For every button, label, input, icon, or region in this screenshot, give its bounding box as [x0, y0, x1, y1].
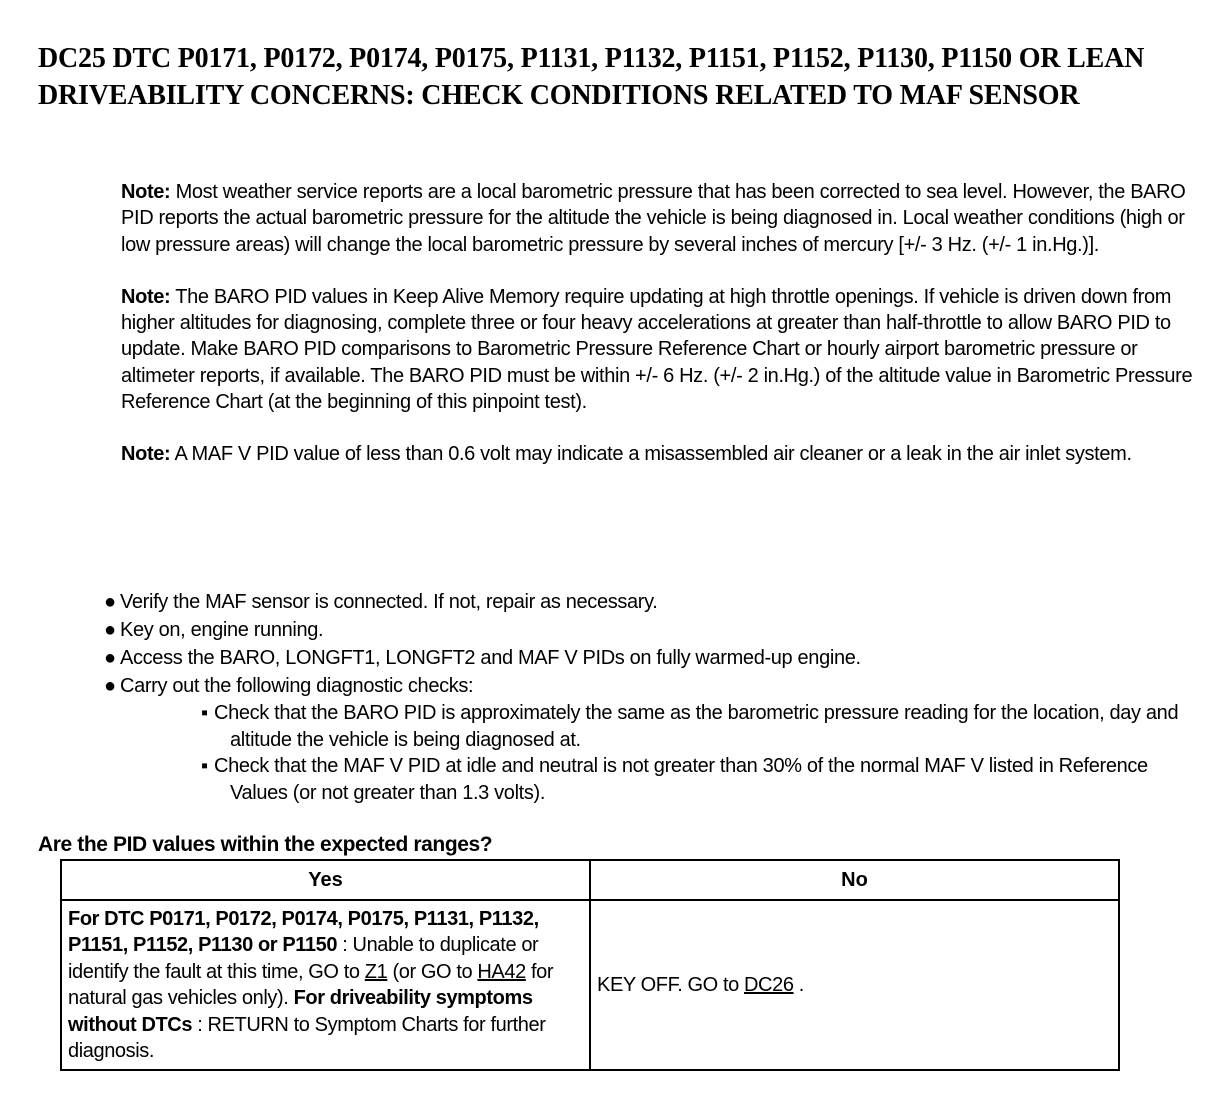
step-text: Carry out the following diagnostic checks: — [120, 675, 474, 697]
yes-cell — [61, 900, 590, 1070]
dtc-list-intro: For DTC P0171, P0172, P0174, P0175, P1131, P1132, P1151, P1152, P1130 or P1150 — [68, 907, 539, 956]
note-text: Most weather service reports are a local barometric pressure that has been corrected to sea level. However, the BARO PID reports the actual barometric pressure for the altitude the vehicle is being diagnosed in. Local weather conditions (high or low pressure areas) will change the local barometric pressure by several inches of mercury [+/- 3 Hz. (+/- 1 in.Hg.)]. — [121, 181, 1186, 256]
step-text: Access the BARO, LONGFT1, LONGFT2 and MAF V PIDs on fully warmed-up engine. — [120, 647, 861, 669]
diagnostic-checks — [104, 700, 1194, 806]
note-label: Note: — [121, 443, 171, 466]
round-bullet-icon: ● — [104, 619, 116, 641]
notes-section — [121, 179, 1196, 494]
round-bullet-icon: ● — [104, 675, 116, 697]
diagnostic-check-item — [188, 753, 1194, 806]
decision-question: Are the PID values within the expected ranges? — [38, 833, 493, 856]
page-title: DC25 DTC P0171, P0172, P0174, P0175, P1131, P1132, P1151, P1152, P1130, P1150 OR LEAN DRIVEABILITY CONCERNS: CHECK CONDITIONS RELATED TO MAF SENSOR — [38, 43, 1145, 111]
diagnostic-check-item — [188, 700, 1194, 753]
note-text: The BARO PID values in Keep Alive Memory require updating at high throttle openings. If vehicle is driven down from higher altitudes for diagnosing, complete three or four heavy accelerations at greater than half-throttle to allow BARO PID to update. Make BARO PID comparisons to Barometric Pressure Reference Chart or hourly airport barometric pressure or altimeter reports, if available. The BARO PID must be within +/- 6 Hz. (+/- 2 in.Hg.) of the altitude value in Barometric Pressure Reference Chart (at the beginning of this pinpoint test). — [121, 285, 1193, 414]
no-header: No — [590, 860, 1119, 900]
procedure-step — [104, 672, 1194, 806]
yes-text: : RETURN to Symptom Charts for further diagnosis. — [68, 1013, 546, 1062]
procedure-step — [104, 644, 1194, 672]
note-paragraph — [121, 179, 1196, 258]
check-text: Check that the MAF V PID at idle and neutral is not greater than 30% of the normal MAF V listed in Reference Values (or not greater than 1.3 volts). — [214, 755, 1148, 804]
dc26-link[interactable]: DC26 — [744, 973, 794, 996]
yes-no-table — [60, 859, 1120, 1071]
procedure-step — [104, 616, 1194, 644]
square-bullet-icon: ▪ — [201, 755, 208, 777]
note-paragraph — [121, 284, 1196, 415]
round-bullet-icon: ● — [104, 591, 116, 613]
note-label: Note: — [121, 285, 171, 308]
yes-text: : Unable to duplicate or identify the fault at this time, GO to — [68, 934, 539, 983]
no-text: KEY OFF. GO to — [597, 973, 745, 996]
note-paragraph — [121, 441, 1196, 467]
check-text: Check that the BARO PID is approximately the same as the barometric pressure reading for the location, day and altitude the vehicle is being diagnosed at. — [214, 702, 1179, 751]
driveability-intro: For driveability symptoms without DTCs — [68, 987, 533, 1036]
table-header-row — [61, 860, 1119, 900]
ha42-link[interactable]: HA42 — [477, 960, 526, 983]
procedure-step — [104, 588, 1194, 616]
yes-header: Yes — [61, 860, 590, 900]
step-text: Verify the MAF sensor is connected. If not, repair as necessary. — [120, 591, 658, 613]
note-text: A MAF V PID value of less than 0.6 volt may indicate a misassembled air cleaner or a leak in the air inlet system. — [174, 443, 1132, 466]
no-text: . — [793, 973, 804, 996]
no-cell — [590, 900, 1119, 1070]
step-text: Key on, engine running. — [120, 619, 324, 641]
yes-text: (or GO to — [387, 960, 478, 983]
z1-link[interactable]: Z1 — [364, 960, 388, 983]
procedure-steps — [104, 588, 1194, 806]
yes-text: for natural gas vehicles only). — [68, 960, 554, 1009]
square-bullet-icon: ▪ — [201, 702, 208, 724]
note-label: Note: — [121, 181, 171, 203]
round-bullet-icon: ● — [104, 647, 116, 669]
table-row — [61, 900, 1119, 1070]
